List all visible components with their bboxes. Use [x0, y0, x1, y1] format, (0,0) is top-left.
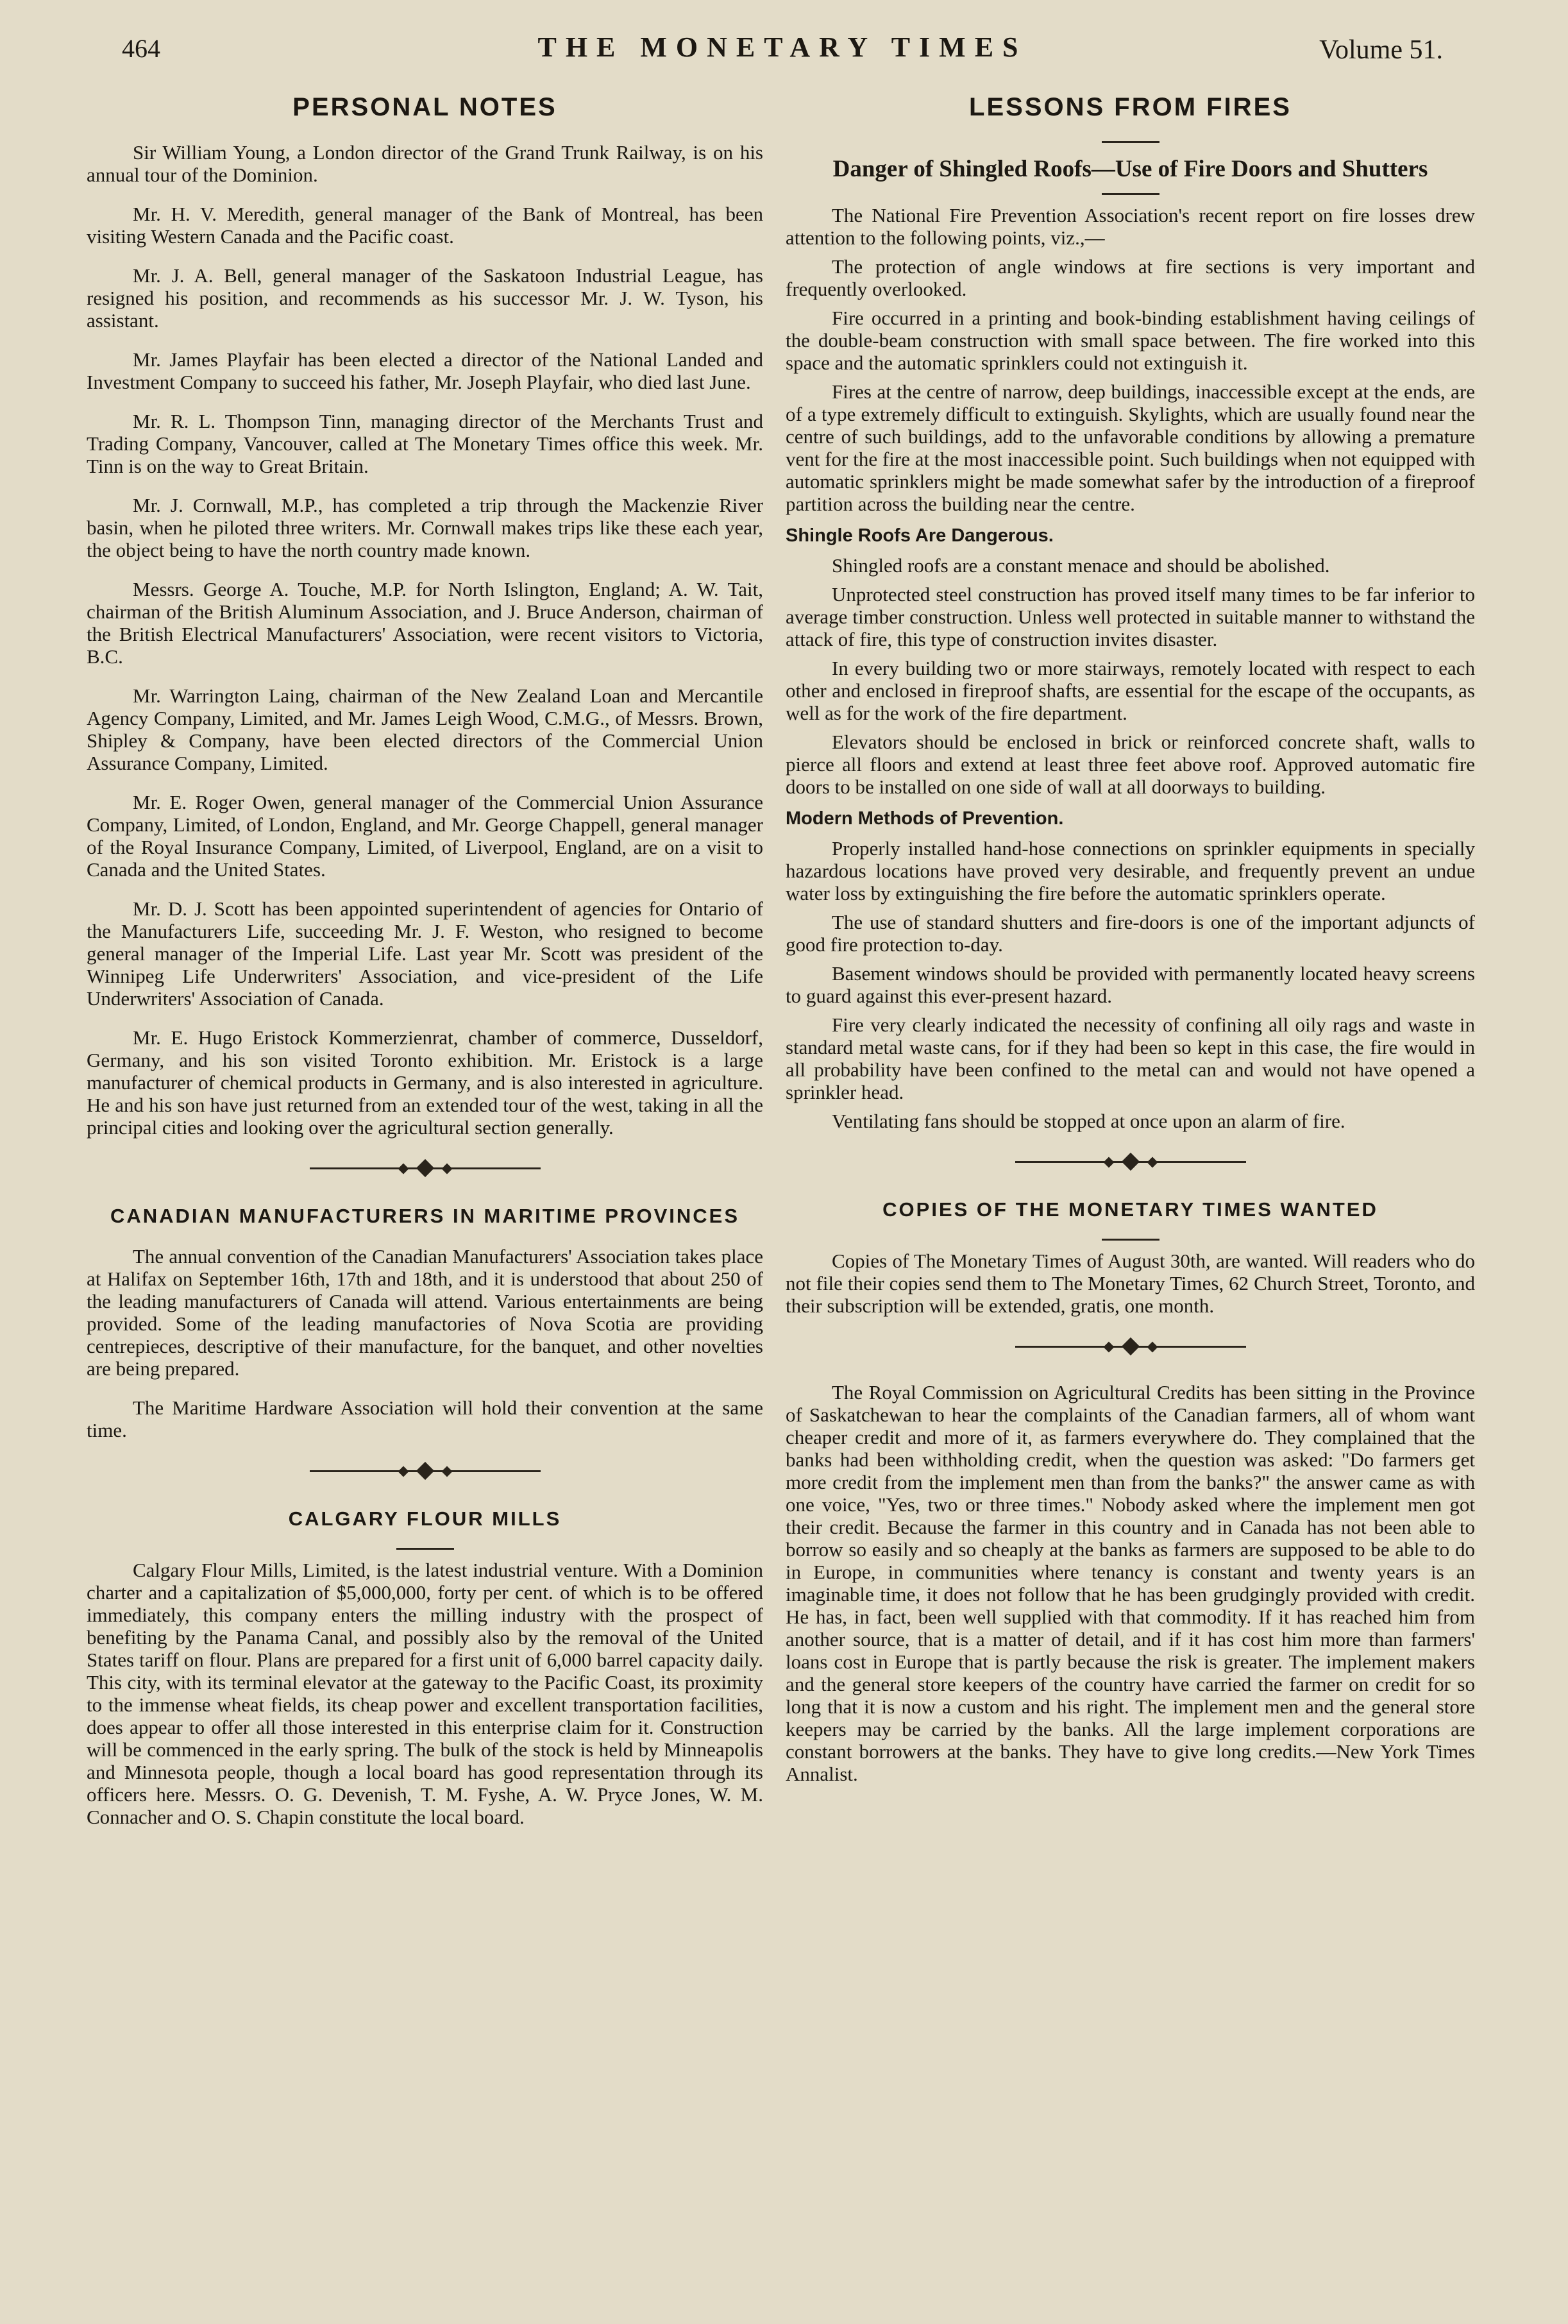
- section-divider: [310, 1155, 541, 1181]
- page-number: 464: [122, 34, 160, 63]
- manufacturers-title: CANADIAN MANUFACTURERS IN MARITIME PROVINCES: [110, 1205, 740, 1227]
- paragraph: Mr. R. L. Thompson Tinn, managing director of the Merchants Trust and Trading Company, Vancouver, called at The Monetary Times office this week. Mr. Tinn is on the way to Great Britain.: [87, 410, 763, 477]
- paragraph: The Maritime Hardware Association will hold their convention at the same time.: [87, 1396, 763, 1441]
- right-column: [786, 83, 1475, 1802]
- paragraph: Fires at the centre of narrow, deep buildings, inaccessible except at the ends, are of a type extremely difficult to extinguish. Skylights, which are usually found near the centre of such buildings, add to the unfavorable conditions by allowing a premature vent for the fire at the most inaccessible point. Such buildings when not equipped with automatic sprinklers might be made somewhat safer by the introduction of a fireproof partition across the building near the centre.: [786, 380, 1475, 515]
- section-divider: [1015, 1334, 1246, 1359]
- section-divider: [1015, 1149, 1246, 1175]
- title-rule: [1102, 141, 1159, 143]
- paragraph: Mr. E. Hugo Eristock Kommerzienrat, chamber of commerce, Dusseldorf, Germany, and his son visited Toronto exhibition. Mr. Eristock is a large manufacturer of chemical products in Germany, and is also interested in agriculture. He and his son have just returned from an extended tour of the west, taking in all the principal cities and looking over the agricultural section generally.: [87, 1026, 763, 1139]
- paragraph: Elevators should be enclosed in brick or reinforced concrete shaft, walls to pierce all floors and extend at least three feet above roof. Approved automatic fire doors to be installed on one side of wall at all doorways to building.: [786, 731, 1475, 798]
- paragraph: The National Fire Prevention Association's recent report on fire losses drew attention to the following points, viz.,—: [786, 204, 1475, 249]
- paragraph: The use of standard shutters and fire-doors is one of the important adjuncts of good fire protection to-day.: [786, 911, 1475, 956]
- paragraph: The annual convention of the Canadian Manufacturers' Association takes place at Halifax on September 16th, 17th and 18th, and it is understood that about 250 of the leading manufacturers of Canada will attend. Various entertainments are being provided. Some of the leading manufactories of Nova Scotia are providing centrepieces, descriptive of their manufacture, for the banquet, and other novelties are being prepared.: [87, 1245, 763, 1380]
- paragraph: Unprotected steel construction has proved itself many times to be far inferior to average timber construction. Unless well protected in suitable manner to withstand the attack of fire, this type of construction invites disaster.: [786, 583, 1475, 650]
- calgary-title: CALGARY FLOUR MILLS: [288, 1507, 562, 1530]
- paragraph: Mr. J. Cornwall, M.P., has completed a trip through the Mackenzie River basin, when he piloted three writers. Mr. Cornwall makes trips like these each year, the object being to have the north country made known.: [87, 494, 763, 561]
- paragraph: Mr. H. V. Meredith, general manager of the Bank of Montreal, has been visiting Western Canada and the Pacific coast.: [87, 203, 763, 248]
- paragraph: Mr. E. Roger Owen, general manager of the Commercial Union Assurance Company, Limited, of London, England, and Mr. George Chappell, general manager of the Royal Insurance Company, Limited, of Liverpool, England, are on a visit to Canada and the United States.: [87, 791, 763, 881]
- paragraph: Sir William Young, a London director of the Grand Trunk Railway, is on his annual tour of the Dominion.: [87, 141, 763, 186]
- paragraph: Ventilating fans should be stopped at once upon an alarm of fire.: [832, 1110, 1345, 1132]
- shingle-roofs-heading: Shingle Roofs Are Dangerous.: [786, 525, 1054, 546]
- masthead: THE MONETARY TIMES: [537, 31, 1027, 63]
- personal-notes-title: PERSONAL NOTES: [292, 93, 557, 121]
- paragraph: Basement windows should be provided with permanently located heavy screens to guard against this ever-present hazard.: [786, 962, 1475, 1007]
- paragraph: The Royal Commission on Agricultural Credits has been sitting in the Province of Saskatchewan to hear the complaints of the Canadian farmers, all of whom want cheaper credit and more of it, as farmers everywhere do. They complained that the banks had been withholding credit, when the question was asked: "Do farmers get more credit from the implement men than from the banks?" the answer came as with one voice, "Yes, two or three times." Nobody asked where the implement men got their credit. Because the farmer in this country and in Canada has not been able to borrow so easily and so cheaply at the banks as farmers are supposed to be able to do in Europe, in communities where tenancy is constant and twenty years is an imaginable time, it does not follow that he has been grudgingly provided with credit. He has, in fact, been well supplied with that commodity. If it has reached him from another source, that is a matter of detail, and if it has cost him more than farmers' loans cost in Europe that is partly because the risk is greater. The implement makers and the general store keepers of the country have carried the farmer on credit for so long that it is now a custom and his right. The implement men and the general store keepers may be carried by the banks. All the large implement corporations are constant borrowers at the banks. They have to give long credits.—New York Times Annalist.: [786, 1381, 1475, 1785]
- lessons-subtitle: Danger of Shingled Roofs—Use of Fire Doors and Shutters: [832, 156, 1428, 182]
- copies-wanted-title: COPIES OF THE MONETARY TIMES WANTED: [882, 1198, 1378, 1221]
- paragraph: Messrs. George A. Touche, M.P. for North Islington, England; A. W. Tait, chairman of the British Aluminum Association, and J. Bruce Anderson, chairman of the British Electrical Manufacturers' Association, were recent visitors to Victoria, B.C.: [87, 578, 763, 668]
- paragraph: Mr. J. A. Bell, general manager of the Saskatoon Industrial League, has resigned his position, and recommends as his successor Mr. J. W. Tyson, his assistant.: [87, 264, 763, 332]
- paragraph: Fire occurred in a printing and book-binding establishment having ceilings of the double-beam construction with small space between. The fire worked into this space and the automatic sprinklers could not extinguish it.: [786, 307, 1475, 374]
- paragraph: Copies of The Monetary Times of August 30th, are wanted. Will readers who do not file their copies send them to The Monetary Times, 62 Church Street, Toronto, and their subscription will be extended, gratis, one month.: [786, 1250, 1475, 1317]
- page-header: [122, 31, 1443, 76]
- left-column: [87, 83, 763, 1845]
- paragraph: Calgary Flour Mills, Limited, is the latest industrial venture. With a Dominion charter and a capitalization of $5,000,000, forty per cent. of which is to be offered immediately, this company enters the milling industry with the prospect of benefiting by the Panama Canal, and possibly also by the removal of the United States tariff on flour. Plans are prepared for a first unit of 6,000 barrel capacity daily. This city, with its terminal elevator at the gateway to the Pacific Coast, its proximity to the immense wheat fields, its cheap power and excellent transportation facilities, does appear to offer all those interested in this enterprise claim for it. Construction will be commenced in the early spring. The bulk of the stock is held by Minneapolis and Minnesota people, though a local board has good representation through its officers here. Messrs. O. G. Devenish, T. M. Fyshe, A. W. Pryce Jones, W. M. Connacher and O. S. Chapin constitute the local board.: [87, 1559, 763, 1828]
- title-rule: [1102, 1239, 1159, 1241]
- lessons-title: LESSONS FROM FIRES: [969, 93, 1292, 121]
- paragraph: Properly installed hand-hose connections on sprinkler equipments in specially hazardous locations have proved very desirable, and frequently prevent an undue water loss by extinguishing the fire before the automatic sprinklers operate.: [786, 837, 1475, 904]
- paragraph: Mr. D. J. Scott has been appointed superintendent of agencies for Ontario of the Manufacturers Life, succeeding Mr. J. F. Weston, who resigned to become general manager of the Imperial Life. Last year Mr. Scott was president of the Winnipeg Life Underwriters' Association, and vice-president of the Life Underwriters' Association of Canada.: [87, 897, 763, 1010]
- section-divider: [310, 1458, 541, 1484]
- modern-methods-heading: Modern Methods of Prevention.: [786, 808, 1064, 829]
- personal-notes-body: [87, 141, 763, 1139]
- paragraph: Shingled roofs are a constant menace and should be abolished.: [832, 554, 1330, 577]
- paragraph: Mr. James Playfair has been elected a director of the National Landed and Investment Company to succeed his father, Mr. Joseph Playfair, who died last June.: [87, 348, 763, 393]
- title-rule: [396, 1548, 454, 1550]
- paragraph: Mr. Warrington Laing, chairman of the New Zealand Loan and Mercantile Agency Company, Limited, and Mr. James Leigh Wood, C.M.G., of Messrs. Brown, Shipley & Company, have been elected directors of the Commercial Union Assurance Company, Limited.: [87, 684, 763, 774]
- volume-label: Volume 51.: [1319, 35, 1443, 65]
- title-rule: [1102, 193, 1159, 195]
- paragraph: Fire very clearly indicated the necessity of confining all oily rags and waste in standard metal waste cans, for if they had been so kept in this case, the fire would in all probability have been confined to the metal can and would not have opened a sprinkler head.: [786, 1014, 1475, 1103]
- paragraph: The protection of angle windows at fire sections is very important and frequently overlooked.: [786, 255, 1475, 300]
- paragraph: In every building two or more stairways, remotely located with respect to each other and enclosed in fireproof shafts, are essential for the escape of the occupants, as well as for the work of the fire department.: [786, 657, 1475, 724]
